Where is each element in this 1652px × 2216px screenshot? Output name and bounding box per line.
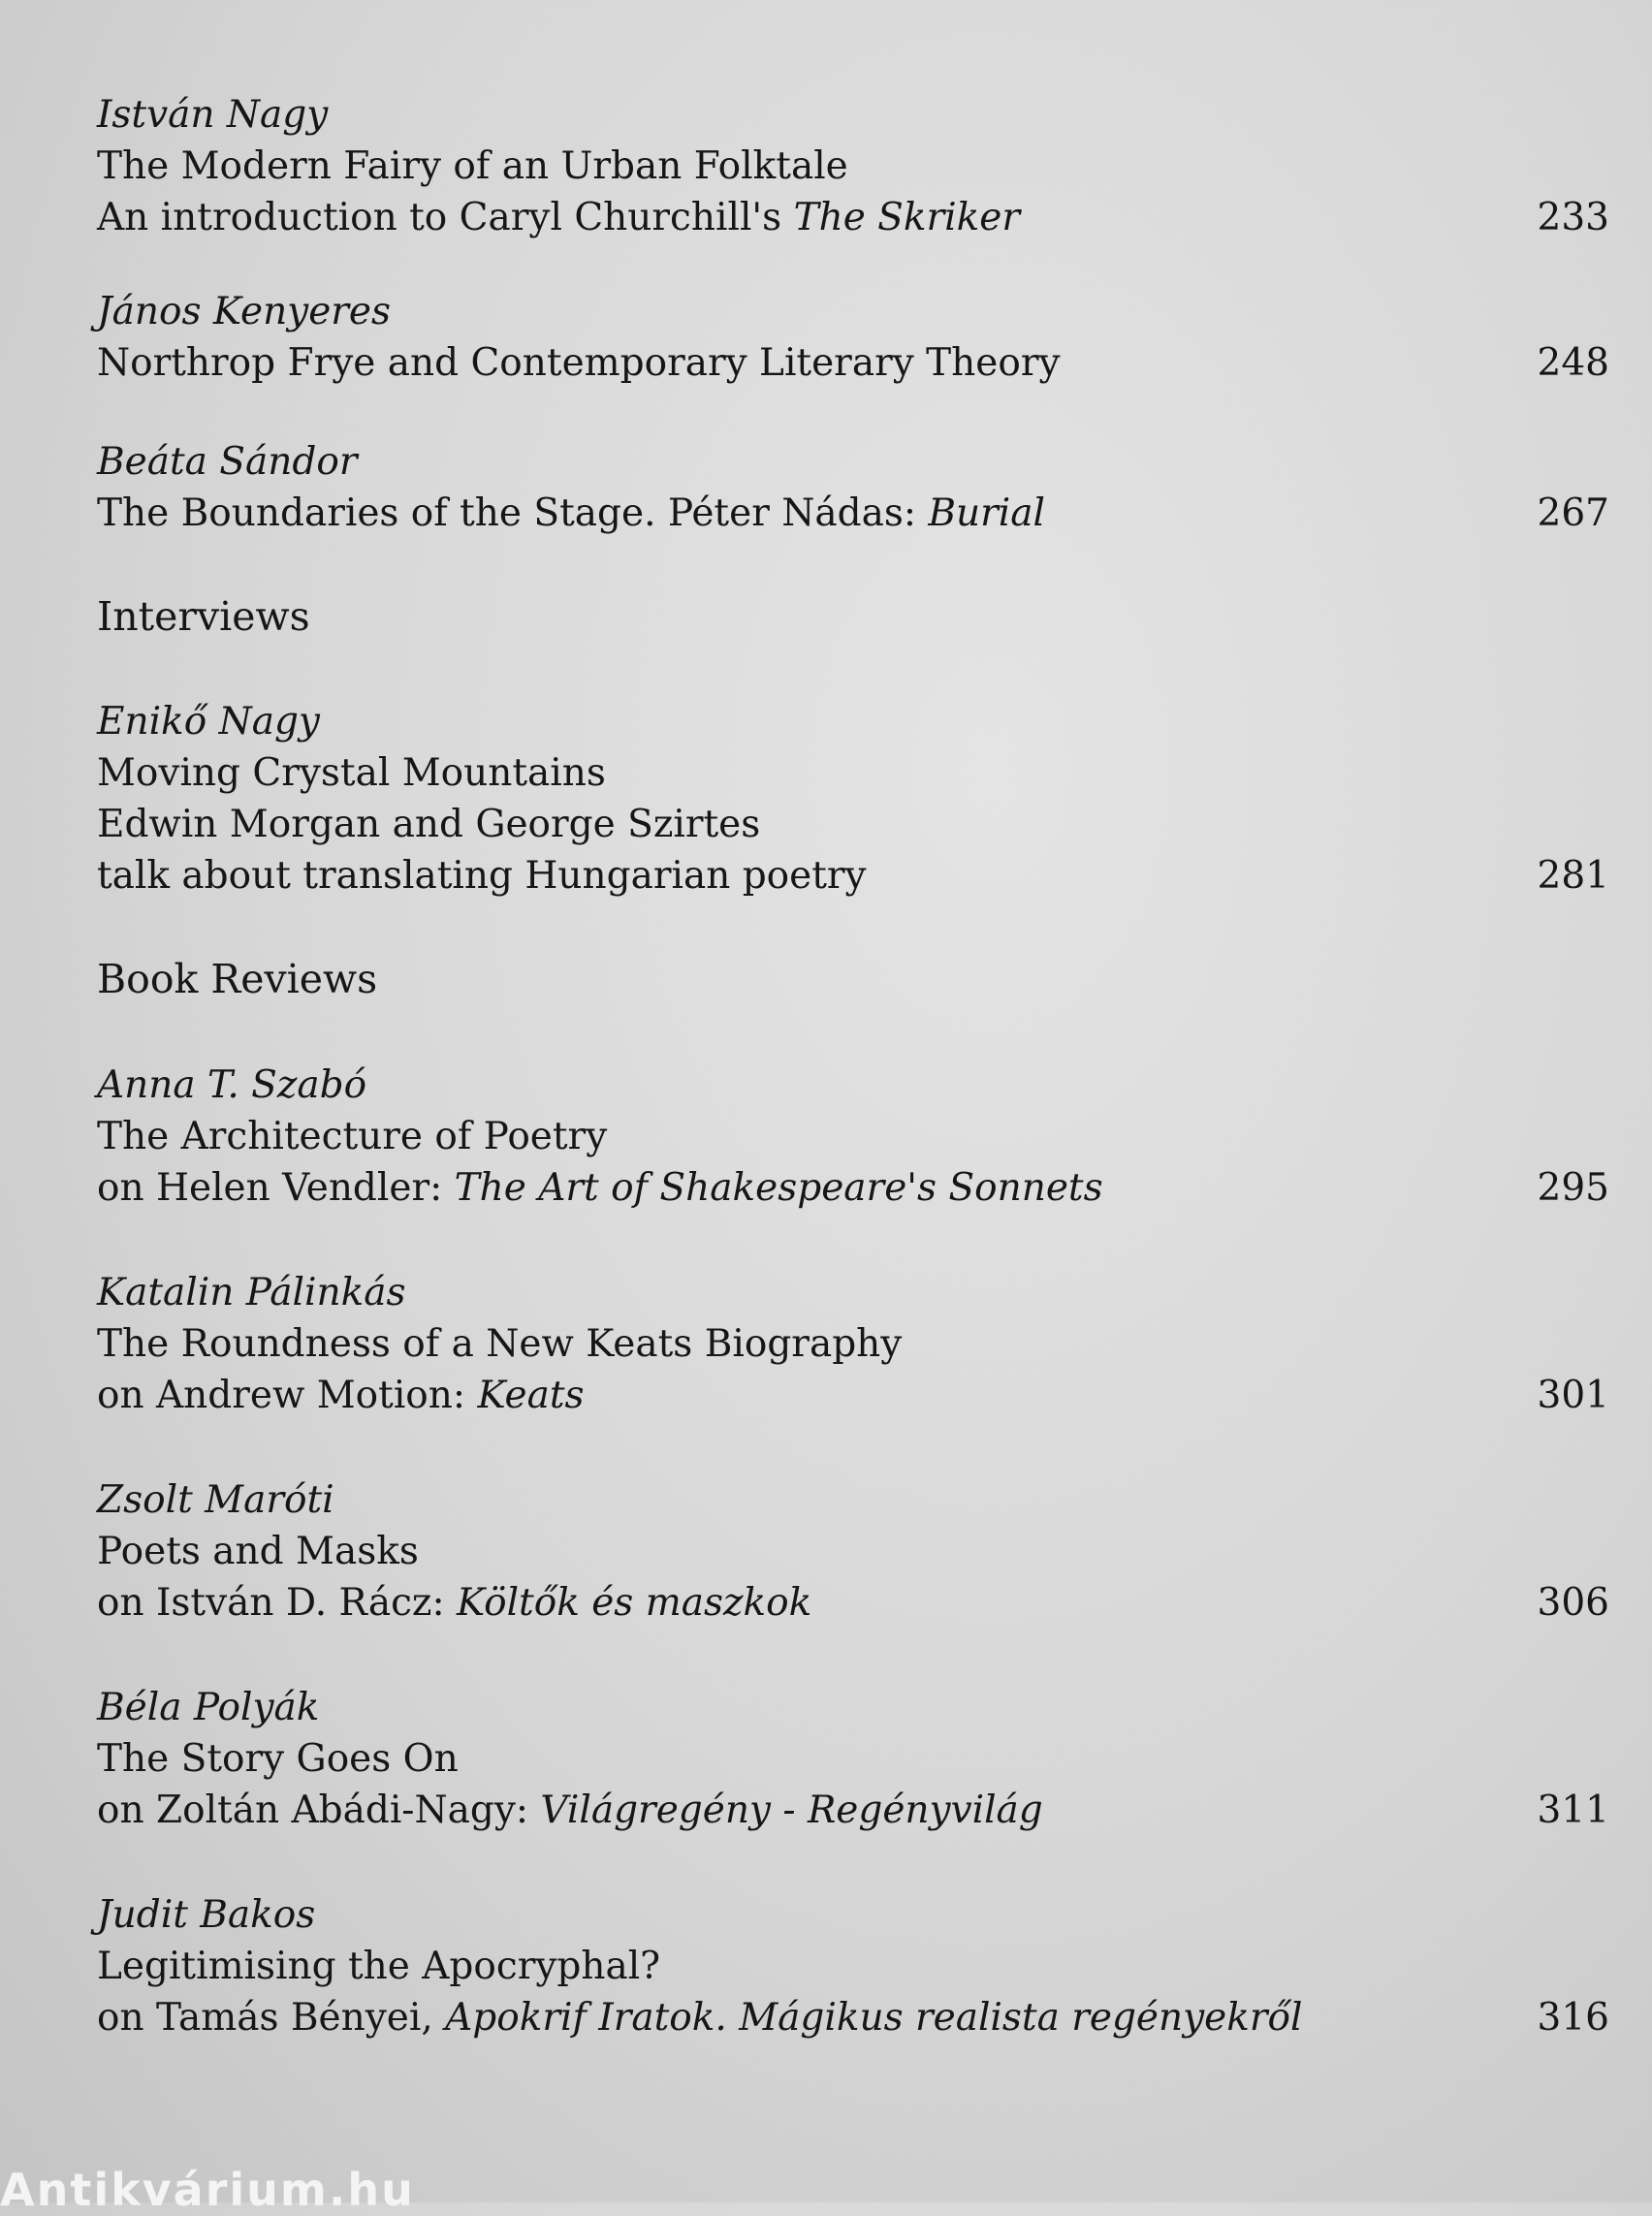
section-heading-interviews: Interviews: [97, 593, 310, 640]
entry-page-number: 316: [1537, 1996, 1609, 2040]
entry-page-number: 306: [1537, 1581, 1609, 1625]
entry-title: Poets and Masks: [97, 1530, 419, 1573]
entry-author: Béla Polyák: [97, 1686, 320, 1729]
toc-entry: [97, 1682, 1609, 1836]
entry-title: The Modern Fairy of an Urban Folktale: [97, 144, 848, 188]
entry-title: Moving Crystal Mountains: [97, 751, 606, 795]
entry-subtitle: on Andrew Motion: Keats: [97, 1374, 585, 1417]
entry-author: István Nagy: [97, 93, 329, 137]
entry-author: Beáta Sándor: [97, 440, 358, 484]
entry-subtitle: Edwin Morgan and George Szirtes: [97, 803, 761, 846]
entry-subtitle: on Zoltán Abádi-Nagy: Világregény - Regényvilág: [97, 1789, 1043, 1832]
watermark: Antikvárium.hu: [0, 2164, 415, 2216]
entry-subtitle: on Helen Vendler: The Art of Shakespeare's Sonnets: [97, 1166, 1103, 1210]
toc-entry: [97, 89, 1609, 243]
entry-page-number: 281: [1537, 854, 1609, 898]
entry-title: The Boundaries of the Stage. Péter Nádas: Burial: [97, 491, 1045, 535]
entry-page-number: 248: [1537, 341, 1609, 385]
entry-title: Northrop Frye and Contemporary Literary Theory: [97, 341, 1061, 385]
entry-title: The Architecture of Poetry: [97, 1115, 608, 1158]
entry-page-number: 267: [1537, 491, 1609, 535]
entry-author: Enikő Nagy: [97, 700, 320, 744]
entry-page-number: 311: [1537, 1789, 1609, 1832]
entry-author: Katalin Pálinkás: [97, 1271, 406, 1314]
toc-entry: [97, 1474, 1609, 1629]
entry-page-number: 233: [1537, 196, 1609, 239]
section-heading-book-reviews: Book Reviews: [97, 956, 378, 1002]
entry-title: The Story Goes On: [97, 1737, 459, 1781]
entry-subtitle: An introduction to Caryl Churchill's The Skriker: [97, 196, 1020, 239]
toc-entry: [97, 696, 1609, 902]
entry-page-number: 295: [1537, 1166, 1609, 1210]
entry-subtitle: on István D. Rácz: Költők és maszkok: [97, 1581, 812, 1625]
entry-author: János Kenyeres: [97, 290, 392, 333]
entry-author: Anna T. Szabó: [97, 1063, 367, 1107]
toc-entry: [97, 286, 1609, 389]
toc-entry: [97, 1060, 1609, 1214]
entry-author: Zsolt Maróti: [97, 1478, 334, 1522]
entry-subtitle: on Tamás Bényei, Apokrif Iratok. Mágikus realista regényekről: [97, 1996, 1303, 2040]
entry-title: Legitimising the Apocryphal?: [97, 1945, 661, 1988]
entry-subtitle: talk about translating Hungarian poetry: [97, 854, 867, 898]
entry-title: The Roundness of a New Keats Biography: [97, 1322, 903, 1366]
toc-entry: [97, 1889, 1609, 2043]
toc-entry: [97, 1267, 1609, 1421]
toc-entry: [97, 436, 1609, 539]
entry-page-number: 301: [1537, 1374, 1609, 1417]
entry-author: Judit Bakos: [97, 1893, 316, 1937]
